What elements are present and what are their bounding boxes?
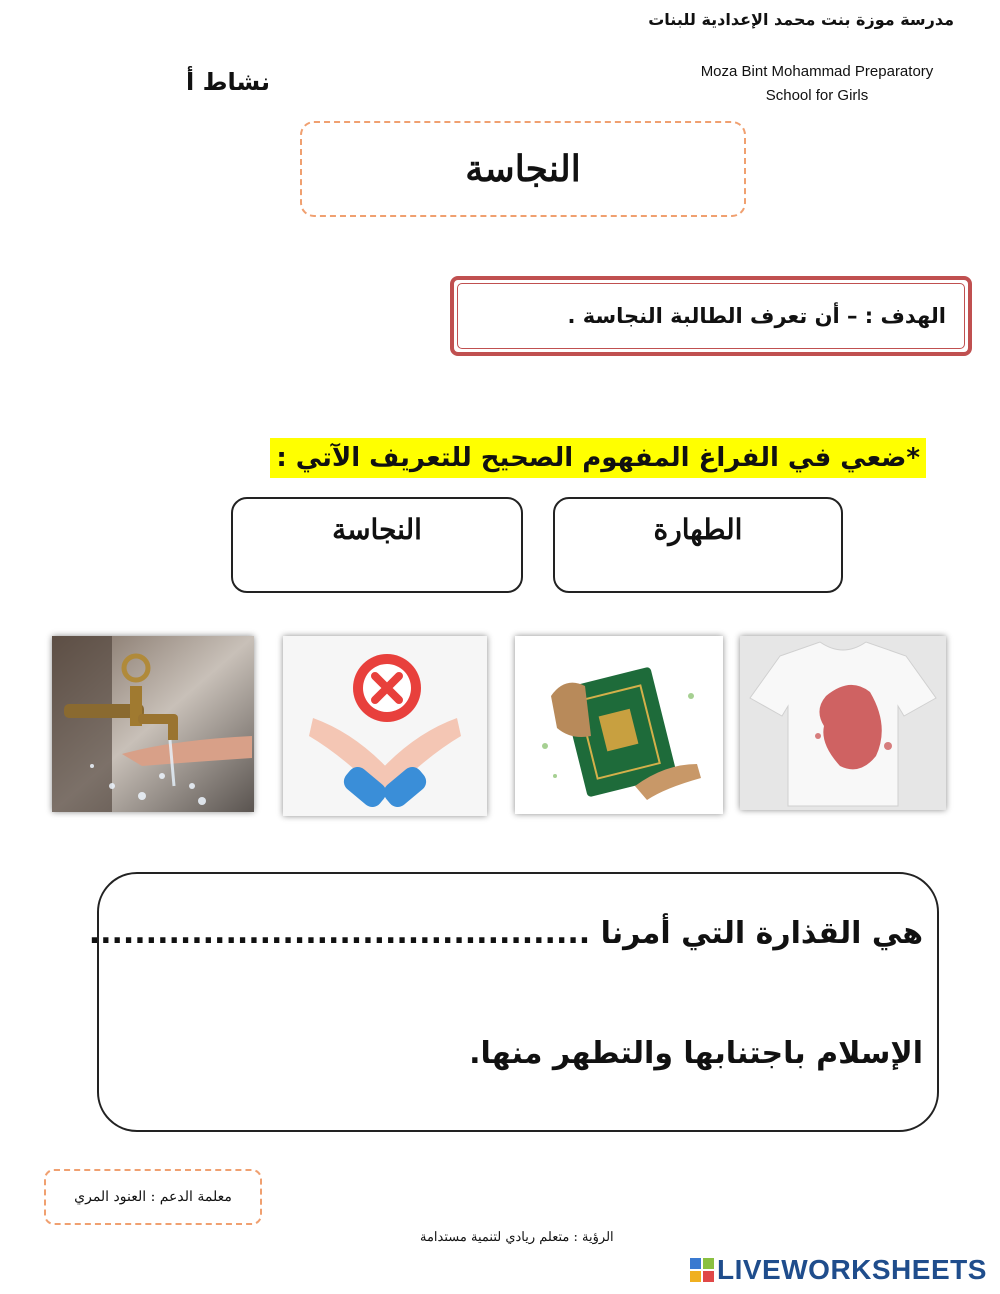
water-tap-hand-image: [52, 636, 254, 812]
definition-box: [88, 872, 939, 1132]
liveworksheets-logo-icon: [690, 1258, 714, 1282]
activity-label: نشاط أ: [186, 68, 270, 96]
definition-line-2: الإسلام باجتنابها والتطهر منها.: [469, 1036, 923, 1071]
liveworksheets-brand[interactable]: [690, 1254, 987, 1286]
school-name-english: [682, 60, 952, 108]
choice-najasa-box[interactable]: [231, 497, 523, 593]
crossed-hands-reject-image: [283, 636, 487, 816]
support-teacher-text: معلمة الدعم : العنود المري: [74, 1189, 232, 1205]
school-name-arabic: مدرسة موزة بنت محمد الإعدادية للبنات: [648, 10, 954, 29]
hands-holding-quran-image: [515, 636, 723, 814]
liveworksheets-wordmark: LIVEWORKSHEETS: [717, 1254, 987, 1285]
choice-tahara-label: الطهارة: [653, 513, 743, 546]
choice-najasa-label: النجاسة: [332, 513, 422, 546]
school-name-english-line2: School for Girls: [765, 87, 869, 104]
definition-line-1[interactable]: هي القذارة التي أمرنا ............................................: [88, 916, 923, 951]
worksheet-title: [300, 121, 746, 217]
instruction-text: *ضعي في الفراغ المفهوم الصحيح للتعريف الآتي :: [270, 438, 926, 478]
stained-shirt-image: [740, 636, 946, 810]
goal-inner-box: [457, 283, 965, 349]
worksheet-title-text: النجاسة: [465, 148, 581, 190]
vision-statement: الرؤية : متعلم ريادي لتنمية مستدامة: [420, 1230, 614, 1245]
goal-text: الهدف : – أن تعرف الطالبة النجاسة .: [567, 304, 946, 328]
choice-tahara-box[interactable]: [553, 497, 843, 593]
school-name-english-line1: Moza Bint Mohammad Preparatory: [700, 63, 934, 80]
support-teacher-box: [44, 1169, 262, 1225]
goal-box: [450, 276, 972, 356]
